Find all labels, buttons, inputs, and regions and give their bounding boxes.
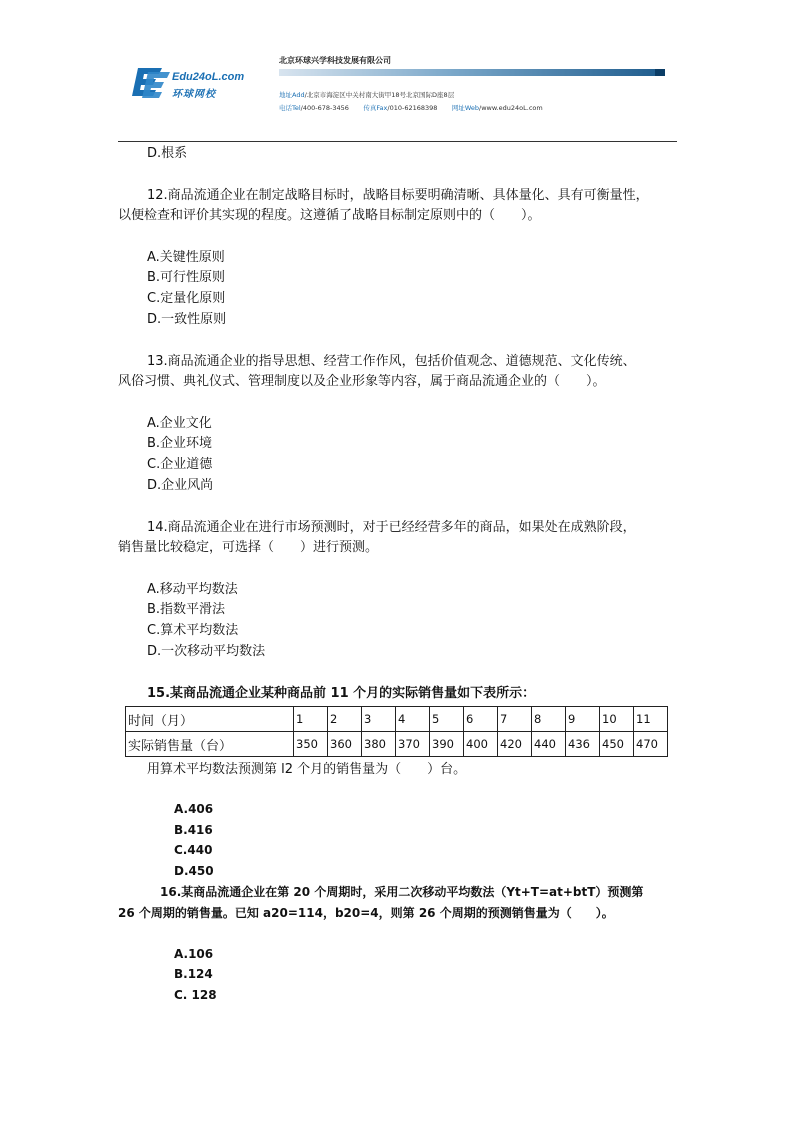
table-cell: 1 bbox=[294, 707, 328, 732]
fax-text: /010-62168398 bbox=[387, 104, 438, 112]
table-cell: 370 bbox=[396, 732, 430, 757]
table-cell: 7 bbox=[498, 707, 532, 732]
q12-option-b: B.可行性原则 bbox=[147, 270, 226, 285]
q14-option-b: B.指数平滑法 bbox=[147, 602, 226, 617]
table-row-sales bbox=[126, 732, 668, 757]
table-cell: 6 bbox=[464, 707, 498, 732]
table-cell: 380 bbox=[362, 732, 396, 757]
q12-stem-line2: 以便检查和评价其实现的程度。这遵循了战略目标制定原则中的（ ）。 bbox=[118, 208, 541, 223]
table-cell: 350 bbox=[294, 732, 328, 757]
table-row-header-months: 时间（月） bbox=[126, 707, 294, 732]
q13-option-b: B.企业环境 bbox=[147, 436, 213, 451]
q16-option-a: A.106 bbox=[174, 947, 214, 961]
q14-option-c: C.算术平均数法 bbox=[147, 623, 239, 638]
table-cell: 436 bbox=[566, 732, 600, 757]
table-cell: 400 bbox=[464, 732, 498, 757]
sales-table bbox=[125, 706, 668, 757]
logo-mark-icon bbox=[132, 66, 170, 100]
web-label: 网址Web bbox=[451, 104, 480, 112]
table-cell: 5 bbox=[430, 707, 464, 732]
q11-option-d: D.根系 bbox=[147, 146, 188, 161]
q14-stem-line2: 销售量比较稳定，可选择（ ）进行预测。 bbox=[118, 540, 379, 555]
q15-option-b: B.416 bbox=[174, 823, 213, 837]
table-cell: 360 bbox=[328, 732, 362, 757]
address-text: /北京市海淀区中关村南大街甲18号北京国际D座8层 bbox=[304, 91, 455, 99]
q13-option-a: A.企业文化 bbox=[147, 416, 212, 431]
q14-option-d: D.一次移动平均数法 bbox=[147, 644, 266, 659]
header-bar-end bbox=[655, 69, 665, 76]
q16-option-c: C. 128 bbox=[174, 988, 217, 1002]
table-cell: 450 bbox=[600, 732, 634, 757]
header-gradient-bar bbox=[279, 69, 665, 76]
q13-stem-line2: 风俗习惯、典礼仪式、管理制度以及企业形象等内容，属于商品流通企业的（ ）。 bbox=[118, 374, 606, 389]
edu24ol-logo bbox=[132, 66, 272, 102]
q12-stem-line1: 12.商品流通企业在制定战略目标时，战略目标要明确清晰、具体量化、具有可衡量性， bbox=[147, 188, 649, 203]
table-cell: 11 bbox=[634, 707, 668, 732]
table-row-months bbox=[126, 707, 668, 732]
table-cell: 8 bbox=[532, 707, 566, 732]
q16-option-b: B.124 bbox=[174, 967, 213, 981]
header-divider bbox=[118, 141, 677, 142]
table-cell: 4 bbox=[396, 707, 430, 732]
table-cell: 3 bbox=[362, 707, 396, 732]
q16-stem-line1: 16.某商品流通企业在第 20 个周期时，采用二次移动平均数法（Yt+T=at+btT）预测第 bbox=[160, 885, 644, 899]
q15-intro: 15.某商品流通企业某种商品前 11 个月的实际销售量如下表所示： bbox=[147, 686, 536, 701]
tel-label: 电话Tel bbox=[279, 104, 301, 112]
company-name: 北京环球兴学科技发展有限公司 bbox=[279, 56, 391, 65]
q14-stem-line1: 14.商品流通企业在进行市场预测时，对于已经经营多年的商品，如果处在成熟阶段， bbox=[147, 520, 636, 535]
table-cell: 390 bbox=[430, 732, 464, 757]
logo-text-cn: 环球网校 bbox=[172, 89, 216, 100]
q16-stem-line2: 26 个周期的销售量。已知 a20=114，b20=4，则第 26 个周期的预测销售量为（ ）。 bbox=[118, 906, 614, 920]
q12-option-d: D.一致性原则 bbox=[147, 312, 227, 327]
fax-label: 传真Fax bbox=[363, 104, 388, 112]
address-line bbox=[279, 90, 454, 99]
q13-stem-line1: 13.商品流通企业的指导思想、经营工作作风，包括价值观念、道德规范、文化传统、 bbox=[147, 354, 636, 369]
table-cell: 470 bbox=[634, 732, 668, 757]
q13-option-d: D.企业风尚 bbox=[147, 478, 214, 493]
logo-text-en: Edu24oL.com bbox=[172, 71, 245, 83]
web-text: /www.edu24oL.com bbox=[479, 104, 543, 112]
q12-option-a: A.关键性原则 bbox=[147, 250, 225, 265]
q12-option-c: C.定量化原则 bbox=[147, 291, 226, 306]
q13-option-c: C.企业道德 bbox=[147, 457, 213, 472]
q15-question: 用算术平均数法预测第 l2 个月的销售量为（ ）台。 bbox=[147, 762, 467, 777]
q14-option-a: A.移动平均数法 bbox=[147, 582, 238, 597]
q15-option-d: D.450 bbox=[174, 864, 214, 878]
contact-line bbox=[279, 103, 543, 112]
q15-option-a: A.406 bbox=[174, 802, 214, 816]
table-row-header-sales: 实际销售量（台） bbox=[126, 732, 294, 757]
table-cell: 9 bbox=[566, 707, 600, 732]
table-cell: 420 bbox=[498, 732, 532, 757]
table-cell: 2 bbox=[328, 707, 362, 732]
table-cell: 440 bbox=[532, 732, 566, 757]
q15-option-c: C.440 bbox=[174, 843, 213, 857]
tel-text: /400-678-3456 bbox=[300, 104, 349, 112]
address-label: 地址Add bbox=[279, 91, 305, 99]
table-cell: 10 bbox=[600, 707, 634, 732]
